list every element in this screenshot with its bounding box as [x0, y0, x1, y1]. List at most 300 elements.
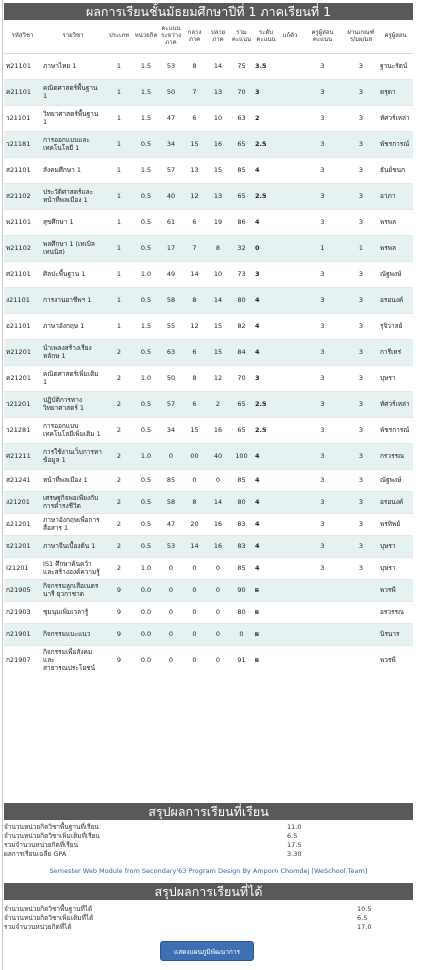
table-row: [4, 579, 413, 601]
summary-value: 11.0: [287, 823, 302, 831]
final-score-cell: 10: [206, 261, 230, 287]
midterm-score-cell: 8: [183, 287, 206, 313]
table-row: [4, 391, 413, 417]
retake-cell: [279, 183, 301, 209]
retake-cell: [279, 391, 301, 417]
coursework-score-cell: 34: [159, 131, 183, 157]
pass-criteria-cell: 3: [344, 79, 378, 105]
credits-cell: 0.0: [133, 601, 159, 623]
midterm-score-cell: 12: [183, 313, 206, 339]
pass-criteria-cell: 1: [344, 235, 378, 261]
subject-code-cell: ศ21101: [4, 261, 41, 287]
midterm-score-cell: 6: [183, 391, 206, 417]
teacher-name-cell: ดรุดา: [378, 79, 413, 105]
subject-name-cell: คณิตศาสตร์พื้นฐาน 1: [41, 79, 105, 105]
teacher-score-cell: 3: [301, 557, 344, 579]
summary-value: 6.5: [357, 914, 368, 922]
subject-name-cell: คณิตศาสตร์เพิ่มเติม 1: [41, 365, 105, 391]
coursework-score-cell: 50: [159, 365, 183, 391]
subject-code-cell: พ21101: [4, 209, 41, 235]
pass-criteria-cell: 3: [344, 513, 378, 535]
table-row: [4, 557, 413, 579]
subject-name-cell: ภาษาอังกฤษเพื่อการสื่อสาร 1: [41, 513, 105, 535]
subject-type-cell: 2: [105, 491, 133, 513]
coursework-score-cell: 85: [159, 469, 183, 491]
teacher-score-cell: 3: [301, 79, 344, 105]
retake-cell: [279, 261, 301, 287]
grade-cell: 2.5: [253, 417, 279, 443]
teacher-name-cell: พัชรการณ์: [378, 131, 413, 157]
coursework-score-cell: 57: [159, 391, 183, 417]
grade-cell: 4: [253, 339, 279, 365]
final-score-cell: 0: [206, 645, 230, 674]
retake-cell: [279, 131, 301, 157]
table-row: [4, 261, 413, 287]
pass-criteria-cell: 3: [344, 261, 378, 287]
teacher-name-cell: ธันย์ชนก: [378, 157, 413, 183]
coursework-score-cell: 53: [159, 535, 183, 557]
final-score-cell: 13: [206, 79, 230, 105]
results-summary-box: [4, 823, 413, 859]
retake-cell: [279, 469, 301, 491]
teacher-name-cell: อรอนงค์: [378, 287, 413, 313]
grade-cell: 2.5: [253, 391, 279, 417]
final-score-cell: 16: [206, 535, 230, 557]
total-score-cell: 86: [230, 209, 253, 235]
pass-criteria-cell: [344, 579, 378, 601]
teacher-score-cell: 3: [301, 261, 344, 287]
final-score-cell: 8: [206, 235, 230, 261]
subject-code-cell: ศ21211: [4, 443, 41, 469]
grade-cell: 4: [253, 469, 279, 491]
subject-type-cell: 1: [105, 183, 133, 209]
subject-code-cell: I21201: [4, 557, 41, 579]
coursework-score-cell: 55: [159, 313, 183, 339]
pass-criteria-cell: 3: [344, 105, 378, 131]
credits-cell: 0.5: [133, 183, 159, 209]
pass-criteria-cell: 3: [344, 365, 378, 391]
grade-cell: 4: [253, 209, 279, 235]
total-score-cell: 83: [230, 513, 253, 535]
teacher-name-cell: พรทิพย์: [378, 513, 413, 535]
credits-cell: 0.5: [133, 287, 159, 313]
table-row: [4, 513, 413, 535]
column-header: คะแนนระหว่างภาค: [159, 21, 183, 53]
retake-cell: [279, 417, 301, 443]
pass-criteria-cell: 3: [344, 157, 378, 183]
grade-cell: 2.5: [253, 131, 279, 157]
pass-criteria-cell: 3: [344, 535, 378, 557]
teacher-score-cell: 3: [301, 157, 344, 183]
subject-code-cell: ส21102: [4, 183, 41, 209]
final-score-cell: 0: [206, 469, 230, 491]
teacher-name-cell: พรพล: [378, 209, 413, 235]
teacher-score-cell: 3: [301, 513, 344, 535]
midterm-score-cell: 12: [183, 183, 206, 209]
pass-criteria-cell: 3: [344, 53, 378, 79]
subject-type-cell: 9: [105, 579, 133, 601]
teacher-name-cell: อรอนงค์: [378, 491, 413, 513]
teacher-score-cell: 3: [301, 469, 344, 491]
table-row: [4, 105, 413, 131]
table-row: [4, 491, 413, 513]
subject-code-cell: ว21281: [4, 417, 41, 443]
teacher-score-cell: 3: [301, 339, 344, 365]
retake-cell: [279, 287, 301, 313]
column-header: แก้ตัว: [279, 21, 301, 53]
teacher-score-cell: 3: [301, 183, 344, 209]
teacher-score-cell: 1: [301, 235, 344, 261]
teacher-name-cell: บุษรา: [378, 535, 413, 557]
credits-cell: 0.0: [133, 623, 159, 645]
teacher-name-cell: อาภา: [378, 183, 413, 209]
subject-name-cell: ชุมนุมเพิ่มเวลารู้: [41, 601, 105, 623]
pass-criteria-cell: 3: [344, 339, 378, 365]
total-score-cell: 83: [230, 535, 253, 557]
summary-row: [4, 841, 413, 850]
subject-code-cell: ส21241: [4, 469, 41, 491]
grade-cell: ผ: [253, 623, 279, 645]
final-score-cell: 10: [206, 105, 230, 131]
pass-criteria-cell: [344, 601, 378, 623]
grade-cell: 3: [253, 365, 279, 391]
midterm-score-cell: 0: [183, 557, 206, 579]
total-score-cell: 91: [230, 645, 253, 674]
pass-criteria-cell: 3: [344, 391, 378, 417]
summary-row: [4, 923, 413, 932]
total-score-cell: 80: [230, 287, 253, 313]
subject-type-cell: 1: [105, 157, 133, 183]
grade-cell: 4: [253, 491, 279, 513]
midterm-score-cell: 15: [183, 131, 206, 157]
retake-cell: [279, 601, 301, 623]
column-header: ปลาย ภาค: [206, 21, 230, 53]
summary-row: [4, 823, 413, 832]
subject-code-cell: ท21101: [4, 53, 41, 79]
retake-cell: [279, 157, 301, 183]
final-score-cell: 2: [206, 391, 230, 417]
subject-code-cell: ก21901: [4, 623, 41, 645]
credits-cell: 0.0: [133, 579, 159, 601]
total-score-cell: 85: [230, 469, 253, 491]
pass-criteria-cell: 3: [344, 417, 378, 443]
coursework-score-cell: 0: [159, 601, 183, 623]
teacher-name-cell: นิรนาร: [378, 623, 413, 645]
grade-cell: 3: [253, 261, 279, 287]
total-score-cell: 80: [230, 491, 253, 513]
summary-label: จำนวนหน่วยกิตวิชาเพิ่มเติมที่เรียน: [4, 832, 100, 840]
teacher-score-cell: 3: [301, 535, 344, 557]
subject-name-cell: การงานอาชีพฯ 1: [41, 287, 105, 313]
total-score-cell: 90: [230, 579, 253, 601]
teacher-score-cell: 3: [301, 491, 344, 513]
total-score-cell: 65: [230, 131, 253, 157]
teacher-name-cell: ณัฐพงษ์: [378, 261, 413, 287]
final-score-cell: 14: [206, 491, 230, 513]
teacher-name-cell: ณัฐพงษ์: [378, 469, 413, 491]
grade-cell: ผ: [253, 601, 279, 623]
grade-cell: 3: [253, 79, 279, 105]
subject-type-cell: 1: [105, 105, 133, 131]
table-row: [4, 339, 413, 365]
credits-cell: 1.5: [133, 157, 159, 183]
grade-cell: 2.5: [253, 183, 279, 209]
retake-cell: [279, 557, 301, 579]
summary-value: 17.0: [357, 923, 372, 931]
total-score-cell: 80: [230, 601, 253, 623]
subject-name-cell: การใช้งานเว็บการหาข้อมูล 1: [41, 443, 105, 469]
teacher-name-cell: รุจิวาลย์: [378, 313, 413, 339]
table-row: [4, 79, 413, 105]
subject-code-cell: ส21101: [4, 157, 41, 183]
coursework-score-cell: 53: [159, 53, 183, 79]
table-row: [4, 53, 413, 79]
subject-type-cell: 9: [105, 601, 133, 623]
midterm-score-cell: 14: [183, 261, 206, 287]
subject-type-cell: 2: [105, 365, 133, 391]
subject-name-cell: การออกแบบและเทคโนโลยี 1: [41, 131, 105, 157]
retake-cell: [279, 535, 301, 557]
subject-code-cell: ว21201: [4, 391, 41, 417]
subject-type-cell: 2: [105, 535, 133, 557]
subject-name-cell: สังคมศึกษา 1: [41, 157, 105, 183]
left-border: [2, 0, 3, 970]
teacher-score-cell: 3: [301, 417, 344, 443]
subject-name-cell: กิจกรรมเพื่อสังคมและสาธารณประโยชน์: [41, 645, 105, 674]
coursework-score-cell: 0: [159, 623, 183, 645]
teacher-score-cell: [301, 601, 344, 623]
table-row: [4, 209, 413, 235]
coursework-score-cell: 34: [159, 417, 183, 443]
credits-cell: 0.5: [133, 391, 159, 417]
teacher-score-cell: 3: [301, 131, 344, 157]
pass-criteria-cell: [344, 645, 378, 674]
subject-type-cell: 1: [105, 287, 133, 313]
subject-type-cell: 2: [105, 417, 133, 443]
midterm-score-cell: 0: [183, 579, 206, 601]
summary-value: 6.5: [287, 832, 298, 840]
subject-name-cell: ประวัติศาสตร์และหน้าที่พลเมือง 1: [41, 183, 105, 209]
subject-type-cell: 2: [105, 469, 133, 491]
summary-value: 3.30: [287, 850, 302, 858]
final-score-cell: 15: [206, 313, 230, 339]
teacher-name-cell: การีเหร่: [378, 339, 413, 365]
summary-label: ผลการเรียนเฉลี่ย GPA: [4, 850, 67, 858]
pass-criteria-cell: 3: [344, 287, 378, 313]
credits-cell: 0.5: [133, 131, 159, 157]
summary-label: จำนวนหน่วยกิตวิชาเพิ่มเติมที่ได้: [4, 914, 94, 922]
grade-cell: 4: [253, 557, 279, 579]
show-development-plan-button[interactable]: แสดงแผนภูมิพัฒนาการ: [160, 941, 254, 961]
teacher-name-cell: พรพล: [378, 235, 413, 261]
grade-cell: 4: [253, 287, 279, 313]
final-score-cell: 14: [206, 53, 230, 79]
credits-cell: 1.5: [133, 105, 159, 131]
midterm-score-cell: 6: [183, 105, 206, 131]
subject-type-cell: 1: [105, 79, 133, 105]
midterm-score-cell: 7: [183, 79, 206, 105]
grade-cell: ผ: [253, 645, 279, 674]
final-score-cell: 0: [206, 579, 230, 601]
column-header: ครูผู้สอนคะแนน: [301, 21, 344, 53]
grade-cell: 4: [253, 157, 279, 183]
coursework-score-cell: 57: [159, 157, 183, 183]
pass-criteria-cell: 3: [344, 313, 378, 339]
credits-cell: 1.0: [133, 443, 159, 469]
midterm-score-cell: 8: [183, 365, 206, 391]
retake-cell: [279, 313, 301, 339]
credits-cell: 0.5: [133, 535, 159, 557]
subject-type-cell: 9: [105, 623, 133, 645]
subject-code-cell: อ21201: [4, 513, 41, 535]
teacher-score-cell: [301, 645, 344, 674]
subject-code-cell: อ21101: [4, 313, 41, 339]
credits-cell: 0.5: [133, 513, 159, 535]
table-header-row: [4, 21, 413, 53]
column-header: รวม คะแนน: [230, 21, 253, 53]
pass-criteria-cell: 3: [344, 209, 378, 235]
subject-code-cell: ค21101: [4, 79, 41, 105]
pass-criteria-cell: 3: [344, 131, 378, 157]
teacher-name-cell: บุษรา: [378, 557, 413, 579]
final-score-cell: 19: [206, 209, 230, 235]
table-row: [4, 183, 413, 209]
pass-criteria-cell: [344, 623, 378, 645]
total-score-cell: 63: [230, 105, 253, 131]
subject-code-cell: ก21905: [4, 579, 41, 601]
subject-name-cell: ภาษาอังกฤษ 1: [41, 313, 105, 339]
table-row: [4, 417, 413, 443]
summary-row: [4, 832, 413, 841]
total-score-cell: 70: [230, 365, 253, 391]
subject-code-cell: ว21181: [4, 131, 41, 157]
final-score-cell: 13: [206, 183, 230, 209]
midterm-score-cell: 6: [183, 339, 206, 365]
summary-value: 10.5: [357, 905, 372, 913]
midterm-score-cell: 8: [183, 491, 206, 513]
subject-type-cell: 1: [105, 53, 133, 79]
subject-type-cell: 2: [105, 557, 133, 579]
subject-name-cell: ปฏิบัติการทางวิทยาศาสตร์ 1: [41, 391, 105, 417]
table-row: [4, 645, 413, 674]
coursework-score-cell: 58: [159, 491, 183, 513]
subject-name-cell: พลศึกษา 1 (เทเบิลเทนนิส): [41, 235, 105, 261]
total-score-cell: 82: [230, 313, 253, 339]
table-row: [4, 469, 413, 491]
subject-name-cell: เศรษฐกิจพอเพียงกับการดำรงชีวิต: [41, 491, 105, 513]
column-header: ประเภท: [105, 21, 133, 53]
summary-row: [4, 905, 413, 914]
table-row: [4, 535, 413, 557]
teacher-score-cell: 3: [301, 287, 344, 313]
footer-credit-link[interactable]: Semester Web Module from Secondary'63 Program Design By Amporn Chomdej [WeSchool Team]: [49, 867, 368, 875]
summary-value: 17.5: [287, 841, 302, 849]
subject-type-cell: 1: [105, 209, 133, 235]
midterm-score-cell: 13: [183, 157, 206, 183]
page-title: ผลการเรียนชั้นมัธยมศึกษาปีที่ 1 ภาคเรียนที่ 1: [4, 3, 413, 20]
retake-cell: [279, 645, 301, 674]
final-score-cell: 12: [206, 365, 230, 391]
retake-cell: [279, 579, 301, 601]
retake-cell: [279, 79, 301, 105]
grade-cell: 4: [253, 513, 279, 535]
subject-code-cell: ท21201: [4, 339, 41, 365]
total-score-cell: 73: [230, 261, 253, 287]
subject-name-cell: การออกแบบเทคโนโลยีเพิ่มเติม 1: [41, 417, 105, 443]
subject-type-cell: 2: [105, 513, 133, 535]
subject-type-cell: 2: [105, 391, 133, 417]
credits-cell: 1.0: [133, 365, 159, 391]
pass-criteria-cell: 3: [344, 469, 378, 491]
retake-cell: [279, 623, 301, 645]
subject-type-cell: 1: [105, 131, 133, 157]
final-score-cell: 15: [206, 157, 230, 183]
summary-row: [4, 914, 413, 923]
retake-cell: [279, 443, 301, 469]
subject-code-cell: ว21101: [4, 105, 41, 131]
credits-cell: 0.5: [133, 491, 159, 513]
retake-cell: [279, 339, 301, 365]
coursework-score-cell: 49: [159, 261, 183, 287]
teacher-score-cell: 3: [301, 209, 344, 235]
teacher-name-cell: อรวรรณ: [378, 601, 413, 623]
teacher-name-cell: บุษรา: [378, 365, 413, 391]
table-row: [4, 443, 413, 469]
table-row: [4, 313, 413, 339]
subject-type-cell: 1: [105, 261, 133, 287]
final-score-cell: 16: [206, 417, 230, 443]
column-header: ครูผู้สอน: [378, 21, 413, 53]
subject-name-cell: กิจกรรมลูกเสือเนตรนารี ยุวกาชาด: [41, 579, 105, 601]
subject-code-cell: ก21903: [4, 601, 41, 623]
total-score-cell: 100: [230, 443, 253, 469]
credits-cell: 0.5: [133, 417, 159, 443]
subject-type-cell: 1: [105, 235, 133, 261]
table-row: [4, 131, 413, 157]
midterm-score-cell: 0: [183, 469, 206, 491]
table-row: [4, 623, 413, 645]
grade-cell: 2: [253, 105, 279, 131]
retake-cell: [279, 105, 301, 131]
table-row: [4, 287, 413, 313]
subject-name-cell: สุขศึกษา 1: [41, 209, 105, 235]
final-score-cell: 15: [206, 339, 230, 365]
final-score-cell: 16: [206, 131, 230, 157]
summary-row: [4, 850, 413, 859]
grade-cell: 4: [253, 313, 279, 339]
teacher-score-cell: 3: [301, 53, 344, 79]
midterm-score-cell: 0: [183, 623, 206, 645]
coursework-score-cell: 0: [159, 579, 183, 601]
coursework-score-cell: 47: [159, 513, 183, 535]
subject-code-cell: ค21201: [4, 365, 41, 391]
final-score-cell: 40: [206, 443, 230, 469]
coursework-score-cell: 17: [159, 235, 183, 261]
teacher-score-cell: 3: [301, 313, 344, 339]
final-score-cell: 0: [206, 601, 230, 623]
subject-name-cell: ศิลปะพื้นฐาน 1: [41, 261, 105, 287]
subject-name-cell: หน้าที่พลเมือง 1: [41, 469, 105, 491]
subject-name-cell: กิจกรรมแนะแนว: [41, 623, 105, 645]
column-header: กลาง ภาค: [183, 21, 206, 53]
subject-type-cell: 1: [105, 313, 133, 339]
teacher-score-cell: 3: [301, 105, 344, 131]
credits-cell: 0.5: [133, 469, 159, 491]
subject-code-cell: ง21201: [4, 491, 41, 513]
grade-cell: 3.5: [253, 53, 279, 79]
credits-cell: 1.5: [133, 79, 159, 105]
final-score-cell: 16: [206, 513, 230, 535]
